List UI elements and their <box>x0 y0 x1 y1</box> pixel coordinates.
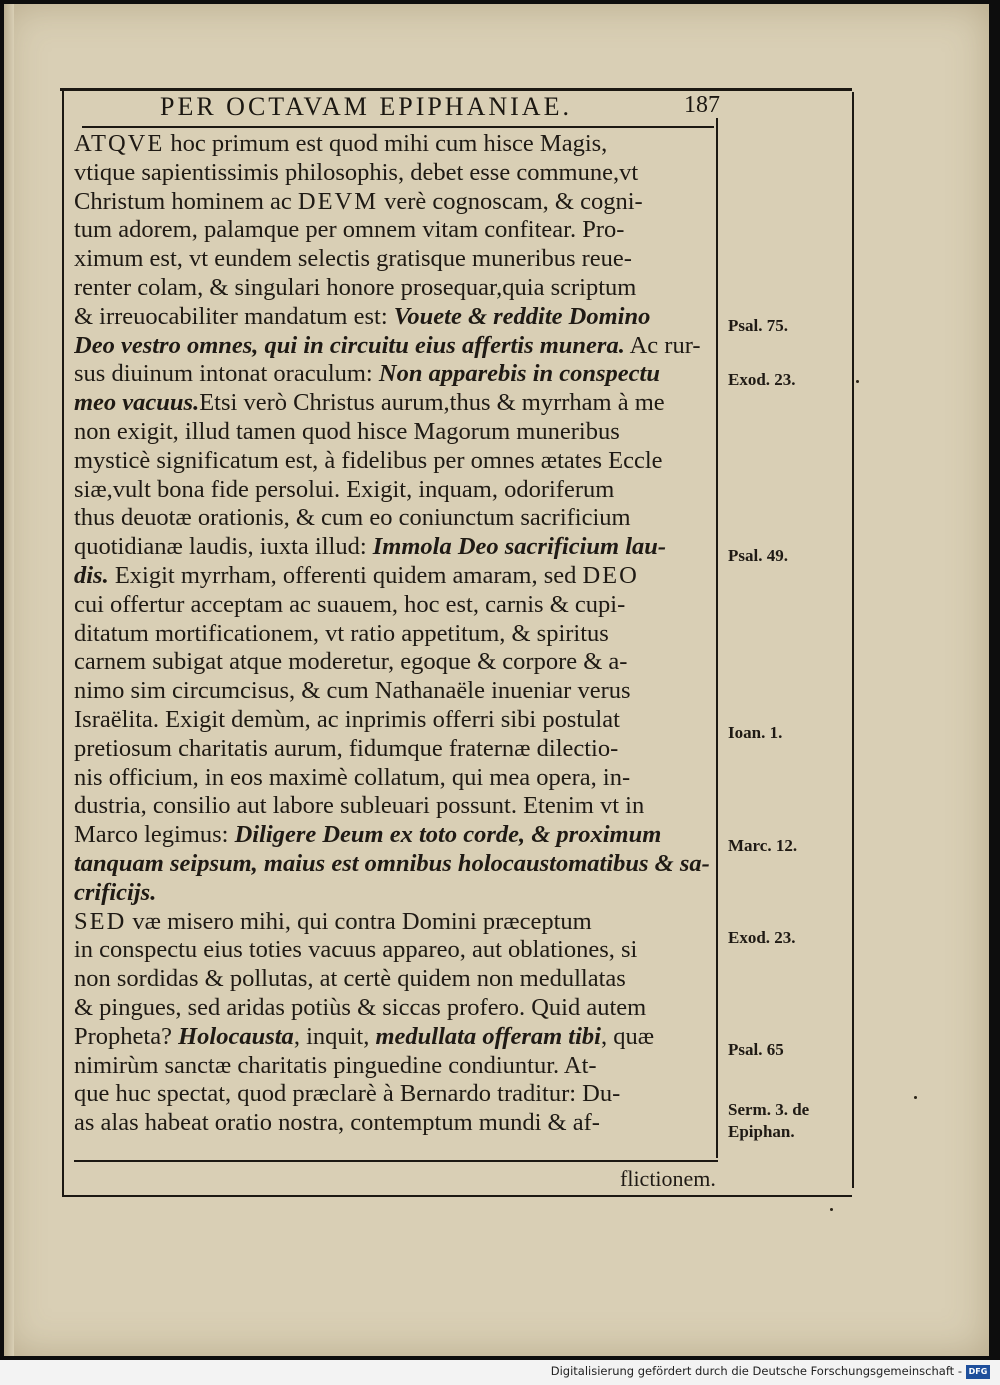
text-segment: quotidianæ laudis, iuxta illud: <box>74 533 373 561</box>
text-line <box>74 332 714 361</box>
margin-note-psal-75: Psal. 75. <box>728 316 788 335</box>
header-rule <box>82 126 714 128</box>
text-segment: nimirùm sanctæ charitatis pinguedine condiuntur. At- <box>74 1051 597 1079</box>
text-line <box>74 1052 714 1081</box>
page-edge <box>4 4 14 1356</box>
text-segment: nimo sim circumcisus, & cum Nathanaële inueniar verus <box>74 677 631 705</box>
text-segment: , inquit, <box>293 1022 376 1050</box>
text-segment: in conspectu eius toties vacuus appareo, aut oblationes, si <box>74 936 638 964</box>
italic-quotation: Vouete & reddite Domino <box>393 302 651 330</box>
small-caps-word: SED <box>74 907 127 935</box>
text-line <box>74 677 714 706</box>
text-segment: non exigit, illud tamen quod hisce Magorum muneribus <box>74 417 620 445</box>
text-line <box>74 274 714 303</box>
small-caps-word: DEVM <box>297 187 379 215</box>
italic-quotation: Holocausta <box>178 1022 294 1050</box>
text-segment: Exigit myrrham, offerenti quidem amaram, sed <box>108 561 583 589</box>
text-segment: pretiosum charitatis aurum, fidumque fraternæ dilectio- <box>74 734 619 762</box>
text-line <box>74 418 714 447</box>
text-line <box>74 706 714 735</box>
text-line <box>74 389 714 418</box>
text-segment: Propheta? <box>74 1022 179 1050</box>
text-line <box>74 245 714 274</box>
text-segment: nis officium, in eos maximè collatum, qui mea opera, in- <box>74 763 631 791</box>
text-line <box>74 735 714 764</box>
italic-quotation: medullata offeram tibi <box>375 1022 601 1050</box>
margin-note-marc-12: Marc. 12. <box>728 836 798 855</box>
margin-note-psal-49: Psal. 49. <box>728 546 788 565</box>
text-segment: vtique sapientissimis philosophis, debet esse commune,vt <box>74 158 639 186</box>
text-line <box>74 447 714 476</box>
dfg-credit: Digitalisierung gefördert durch die Deutsche Forschungsgemeinschaft - <box>550 1364 962 1378</box>
running-title: PER OCTAVAM EPIPHANIAE. <box>160 92 572 121</box>
italic-quotation: dis. <box>74 561 109 589</box>
italic-quotation: Diligere Deum ex toto corde, & proximum <box>234 821 662 849</box>
italic-quotation: meo vacuus. <box>74 389 200 417</box>
left-frame-rule <box>62 88 64 1196</box>
text-line <box>74 360 714 389</box>
column-divider-rule <box>716 118 718 1158</box>
margin-note-ioan-1: Ioan. 1. <box>728 723 783 742</box>
text-line <box>74 879 714 908</box>
text-segment: ximum est, vt eundem selectis gratisque muneribus reue- <box>74 245 632 273</box>
text-segment: renter colam, & singulari honore prosequar,quia scriptum <box>74 273 637 301</box>
text-segment: hoc primum est quod mihi cum hisce Magis, <box>164 130 608 157</box>
catchword: flictionem. <box>620 1166 716 1191</box>
italic-quotation: Non apparebis in conspectu <box>378 360 660 388</box>
text-bottom-rule <box>74 1160 718 1162</box>
italic-quotation: crificijs. <box>74 878 157 906</box>
margin-note-serm-3: Serm. 3. de <box>728 1100 810 1119</box>
text-line <box>74 965 714 994</box>
text-line <box>74 936 714 965</box>
right-frame-rule <box>852 92 854 1188</box>
text-segment: Etsi verò Christus aurum,thus & myrrham à me <box>199 389 665 417</box>
text-segment: sus diuinum intonat oraculum: <box>74 360 379 388</box>
text-line <box>74 562 714 591</box>
text-line <box>74 821 714 850</box>
text-segment: mysticè significatum est, à fidelibus per omnes ætates Eccle <box>74 446 663 474</box>
text-line <box>74 533 714 562</box>
text-line <box>74 303 714 332</box>
small-caps-word: ATQVE <box>74 130 165 157</box>
text-segment: siæ,vult bona fide persolui. Exigit, inquam, odoriferum <box>74 475 615 503</box>
text-segment: dustria, consilio aut labore subleuari possunt. Etenim vt in <box>74 792 645 820</box>
margin-note-exod-23-b: Exod. 23. <box>728 928 796 947</box>
text-line <box>74 476 714 505</box>
text-line <box>74 130 714 159</box>
text-line <box>74 1023 714 1052</box>
text-segment: Marco legimus: <box>74 821 235 849</box>
text-block <box>74 130 714 1138</box>
text-segment: carnem subigat atque moderetur, egoque & corpore & a- <box>74 648 628 676</box>
text-segment: & irreuocabiliter mandatum est: <box>74 302 394 330</box>
small-caps-word: DEO <box>582 561 639 589</box>
text-line <box>74 908 714 937</box>
italic-quotation: Deo vestro omnes, qui in circuitu eius affertis munera. <box>74 331 625 359</box>
text-segment: que huc spectat, quod præclarè à Bernardo traditur: Du- <box>74 1080 621 1108</box>
top-rule <box>60 88 852 91</box>
text-line <box>74 216 714 245</box>
text-segment: thus deuotæ orationis, & cum eo coniunctum sacrificium <box>74 504 631 532</box>
margin-note-psal-65: Psal. 65 <box>728 1040 784 1059</box>
text-line <box>74 620 714 649</box>
text-line <box>74 792 714 821</box>
text-line <box>74 188 714 217</box>
dfg-logo-icon: DFG <box>966 1365 990 1379</box>
text-line <box>74 648 714 677</box>
text-segment: Ac rur- <box>624 331 701 359</box>
text-line <box>74 850 714 879</box>
text-segment: non sordidas & pollutas, at certè quidem non medullatas <box>74 965 626 993</box>
text-line <box>74 764 714 793</box>
italic-quotation: tanquam seipsum, maius est omnibus holocaustomatibus & sa- <box>74 849 710 877</box>
text-line <box>74 159 714 188</box>
text-line <box>74 1109 714 1138</box>
text-segment: as alas habeat oratio nostra, contemptum mundi & af- <box>74 1109 600 1137</box>
italic-quotation: Immola Deo sacrificium lau- <box>372 533 667 561</box>
margin-note-exod-23: Exod. 23. <box>728 370 796 389</box>
text-segment: verè cognoscam, & cogni- <box>378 187 643 215</box>
text-segment: cui offertur acceptam ac suauem, hoc est, carnis & cupi- <box>74 590 626 618</box>
text-segment: tum adorem, palamque per omnem vitam confitear. Pro- <box>74 216 625 244</box>
text-line <box>74 591 714 620</box>
text-segment: Christum hominem ac <box>74 187 298 215</box>
margin-note-epiphan: Epiphan. <box>728 1122 795 1141</box>
text-line <box>74 504 714 533</box>
page-number: 187 <box>684 92 720 118</box>
footer-bar <box>0 1360 1000 1385</box>
text-line <box>74 1080 714 1109</box>
text-line <box>74 994 714 1023</box>
text-segment: , quæ <box>600 1022 655 1050</box>
page-header <box>160 92 720 124</box>
text-segment: Israëlita. Exigit demùm, ac inprimis offerri sibi postulat <box>74 705 620 733</box>
bottom-frame-rule <box>62 1195 852 1197</box>
text-segment: & pingues, sed aridas potiùs & siccas profero. Quid autem <box>74 993 647 1021</box>
text-segment: ditatum mortificationem, vt ratio appetitum, & spiritus <box>74 619 609 647</box>
text-segment: væ misero mihi, qui contra Domini præceptum <box>126 907 592 935</box>
